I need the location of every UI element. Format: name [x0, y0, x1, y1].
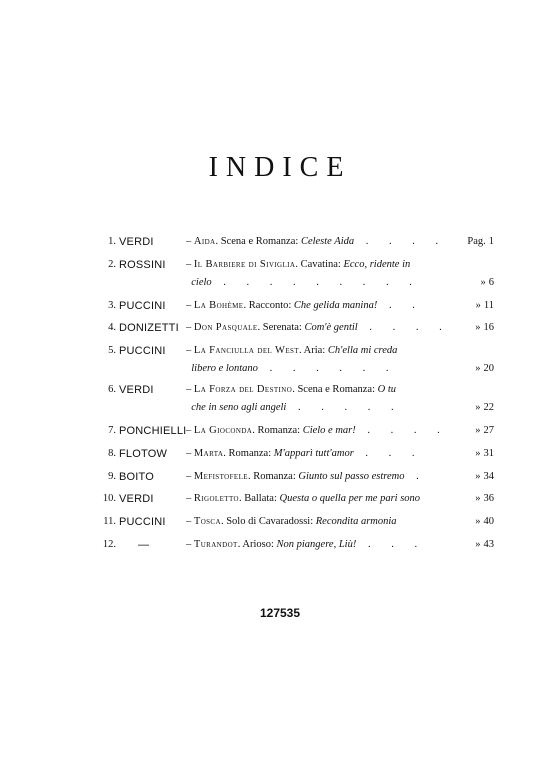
- entry-aria: Com'è gentil: [304, 322, 358, 333]
- entry-aria: Celeste Aida: [300, 236, 355, 247]
- entry-aria: Non piangere, Liù!: [276, 539, 357, 550]
- entry-opera: La Gioconda: [193, 425, 253, 436]
- entry-piece: . Scena e Romanza:: [292, 384, 378, 395]
- entry-number: 8.: [108, 448, 116, 459]
- entry-page: [452, 296, 494, 316]
- page-prefix: »: [475, 539, 481, 550]
- entry-opera: La Fanciulla del West: [193, 345, 300, 356]
- entry-piece: . Solo di Cavaradossi:: [220, 516, 316, 527]
- entry-page: [452, 318, 494, 338]
- entry-number: 5.: [108, 345, 116, 356]
- entry-page: [452, 232, 494, 252]
- leader-dots: . . . .: [354, 236, 448, 247]
- entry-opera: Aida: [193, 236, 216, 247]
- page-number: 11: [483, 300, 494, 311]
- page-number: 22: [483, 402, 494, 413]
- entry-opera: Mefistofele: [193, 471, 248, 482]
- entry-number: 6.: [108, 384, 116, 395]
- entry-number: 2.: [108, 259, 116, 270]
- entry-piece: . Arioso:: [237, 539, 277, 550]
- entry-number: 10.: [102, 493, 116, 504]
- entry-opera: Il Barbiere di Siviglia: [193, 259, 296, 270]
- leader-dots: . . . .: [357, 322, 451, 333]
- plate-number: 127535: [259, 606, 301, 620]
- entry-page: [452, 467, 494, 487]
- entry-piece: . Romanza:: [223, 448, 274, 459]
- index-title: INDICE: [208, 152, 352, 183]
- page-prefix: »: [475, 300, 481, 311]
- entry-description-continued: [186, 398, 448, 418]
- entry-piece: . Serenata:: [257, 322, 305, 333]
- entry-description-continued: [186, 273, 448, 293]
- entry-composer: FLOTOW: [119, 448, 168, 460]
- entry-description: – Rigoletto. Ballata: Questa o quella per me pari sono: [186, 493, 421, 504]
- entry-aria: Ecco, ridente in: [343, 259, 411, 270]
- entry-composer: —: [138, 539, 150, 551]
- entry-opera: Don Pasquale: [193, 322, 258, 333]
- leader-dots: . . . . .: [286, 402, 403, 413]
- page-prefix: »: [475, 516, 481, 527]
- entry-aria: M'apparì tutt'amor: [273, 448, 354, 459]
- entry-composer: PONCHIELLI: [119, 425, 187, 437]
- leader-dots: . . . .: [355, 425, 449, 436]
- entry-description: – La Bohème. Racconto: Che gelida manina! . .: [186, 300, 424, 311]
- entry-piece: . Racconto:: [243, 300, 294, 311]
- entry-description: – Mefistofele. Romanza: Giunto sul passo estremo .: [186, 471, 428, 482]
- page-number: 6: [488, 277, 494, 288]
- entry-composer: PUCCINI: [119, 300, 166, 312]
- page-number: 16: [483, 322, 494, 333]
- entry-page: [452, 512, 494, 532]
- page-prefix: »: [475, 471, 481, 482]
- leader-dots: .: [404, 471, 428, 482]
- entry-number: 11.: [103, 516, 116, 527]
- entry-description: – Turandot. Arioso: Non piangere, Liù! . . .: [186, 539, 427, 550]
- entry-description: – Tosca. Solo di Cavaradossi: Recondita armonia: [186, 516, 397, 527]
- entry-aria: Recondita armonia: [315, 516, 397, 527]
- entry-number: 4.: [108, 322, 116, 333]
- page-prefix: Pag.: [467, 236, 486, 247]
- page-number: 1: [488, 236, 494, 247]
- leader-dots: . .: [377, 300, 424, 311]
- entry-aria: Che gelida manina!: [293, 300, 378, 311]
- page-number: 27: [483, 425, 494, 436]
- entry-page: [452, 273, 494, 293]
- entry-piece: . Aria:: [299, 345, 328, 356]
- entry-composer: DONIZETTI: [119, 322, 179, 334]
- entry-number: 7.: [108, 425, 116, 436]
- entry-number: 9.: [108, 471, 116, 482]
- entry-description: – Marta. Romanza: M'apparì tutt'amor . . .: [186, 448, 424, 459]
- page-number: 43: [483, 539, 494, 550]
- entry-page: [452, 421, 494, 441]
- entry-composer: BOITO: [119, 471, 155, 483]
- entry-composer: VERDI: [119, 236, 154, 248]
- page-number: 31: [483, 448, 494, 459]
- entry-description: – Il Barbiere di Siviglia. Cavatina: Ecco, ridente in: [186, 259, 411, 270]
- entry-piece: . Ballata:: [238, 493, 280, 504]
- entry-page: [452, 359, 494, 379]
- page-prefix: »: [475, 363, 481, 374]
- leader-dots: . . .: [353, 448, 424, 459]
- page-number: 34: [483, 471, 494, 482]
- page-prefix: »: [480, 277, 486, 288]
- entry-number: 3.: [108, 300, 116, 311]
- entry-composer: VERDI: [119, 384, 154, 396]
- entry-page: [452, 398, 494, 418]
- entry-opera: Turandot: [193, 539, 238, 550]
- page-prefix: »: [475, 425, 481, 436]
- entry-aria-continued: libero e lontano: [191, 363, 258, 374]
- entry-aria: Giunto sul passo estremo: [298, 471, 405, 482]
- entry-aria: Questa o quella per me pari sono: [279, 493, 421, 504]
- entry-aria: O tu: [377, 384, 397, 395]
- entry-opera: La Bohème: [193, 300, 244, 311]
- entry-description: – La Fanciulla del West. Aria: Ch'ella mi creda: [186, 345, 398, 356]
- entry-piece: . Romanza:: [247, 471, 299, 482]
- leader-dots: . . .: [356, 539, 427, 550]
- entry-piece: . Cavatina:: [295, 259, 344, 270]
- entry-description: – Aida. Scena e Romanza: Celeste Aida . . . .: [186, 236, 448, 247]
- entry-opera: Rigoletto: [193, 493, 239, 504]
- entry-description: – Don Pasquale. Serenata: Com'è gentil . . . .: [186, 322, 451, 333]
- entry-piece: . Scena e Romanza:: [215, 236, 301, 247]
- entry-opera: La Forza del Destino: [193, 384, 293, 395]
- entry-description: – La Forza del Destino. Scena e Romanza: O tu: [186, 384, 397, 395]
- entry-composer: PUCCINI: [119, 516, 166, 528]
- entry-aria: Cielo e mar!: [302, 425, 356, 436]
- entry-aria-continued: che in seno agli angeli: [191, 402, 287, 413]
- leader-dots: . . . . . . . . .: [211, 277, 421, 288]
- page-number: 36: [483, 493, 494, 504]
- page-prefix: »: [475, 322, 481, 333]
- entry-piece: . Romanza:: [252, 425, 303, 436]
- page-number: 20: [483, 363, 494, 374]
- entry-composer: ROSSINI: [119, 259, 166, 271]
- page-prefix: »: [475, 448, 481, 459]
- entry-aria-continued: cielo: [191, 277, 212, 288]
- entry-description: – La Gioconda. Romanza: Cielo e mar! . . . .: [186, 425, 449, 436]
- page-prefix: »: [475, 493, 481, 504]
- entry-page: [452, 489, 494, 509]
- entry-number: 1.: [108, 236, 116, 247]
- page-prefix: »: [475, 402, 481, 413]
- entry-opera: Marta: [193, 448, 224, 459]
- entry-page: [452, 444, 494, 464]
- entry-opera: Tosca: [193, 516, 221, 527]
- entry-number: 12.: [102, 539, 116, 550]
- page-number: 40: [483, 516, 494, 527]
- leader-dots: . . . . . .: [257, 363, 398, 374]
- entry-aria: Ch'ella mi creda: [327, 345, 398, 356]
- entry-description-continued: [186, 359, 448, 379]
- entry-page: [452, 535, 494, 555]
- entry-composer: VERDI: [119, 493, 154, 505]
- entry-composer: PUCCINI: [119, 345, 166, 357]
